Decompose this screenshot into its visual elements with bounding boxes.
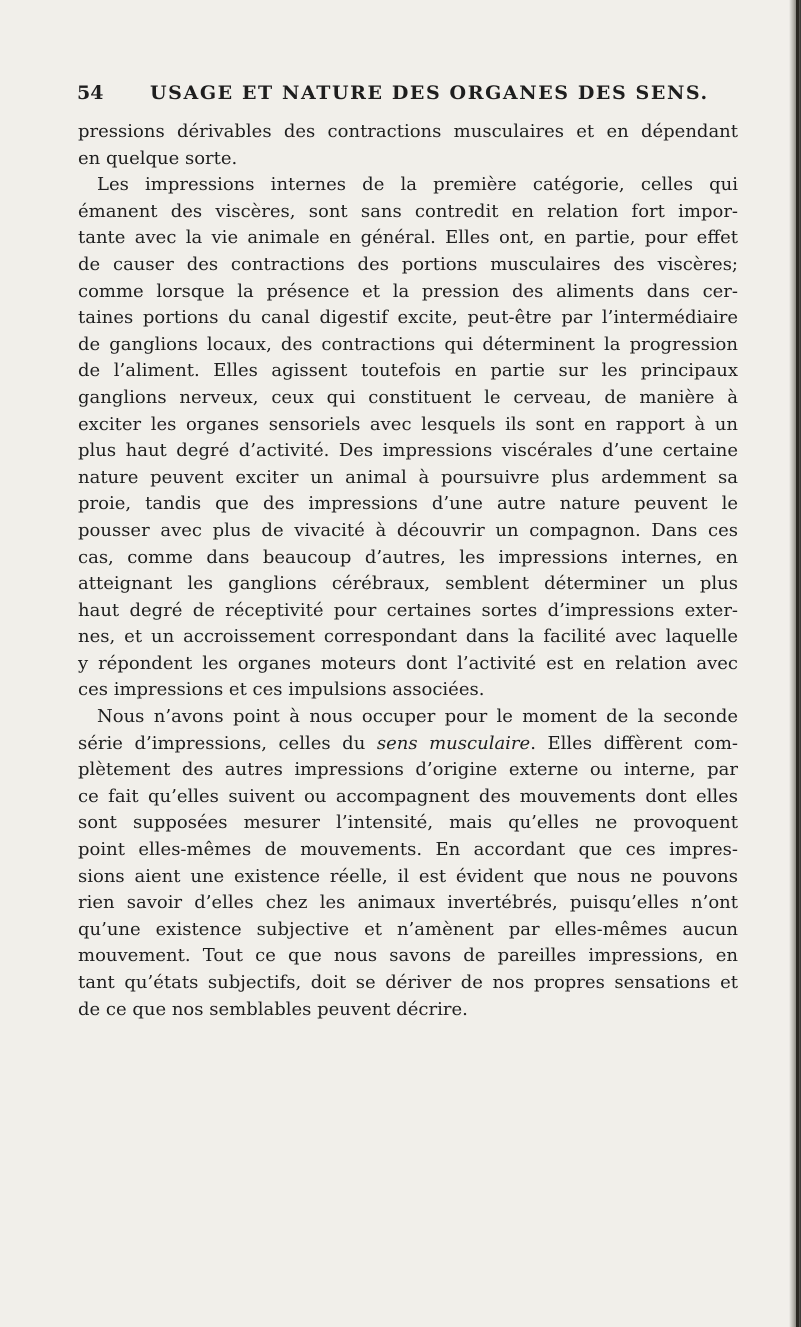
text-line: proie, tandis que des impressions d’une autre nature peuvent le (78, 493, 738, 515)
text-line: en quelque sorte. (78, 147, 238, 169)
text-line: rien savoir d’elles chez les animaux invertébrés, puisqu’elles n’ont (78, 892, 738, 914)
text-line: ce fait qu’elles suivent ou accompagnent des mouvements dont elles (78, 785, 738, 807)
running-title: USAGE ET NATURE DES ORGANES DES SENS. (150, 82, 709, 104)
italic-term: sens musculaire (376, 732, 531, 754)
text-line: de ganglions locaux, des contractions qui déterminent la progression (78, 333, 738, 355)
page-edge-line (796, 0, 799, 1327)
running-header (77, 82, 777, 108)
text-line: y répondent les organes moteurs dont l’activité est en relation avec (78, 652, 738, 674)
text-line: plus haut degré d’activité. Des impressions viscérales d’une certaine (78, 440, 738, 462)
text-line: sont supposées mesurer l’intensité, mais qu’elles ne provoquent (78, 812, 738, 834)
page-number: 54 (77, 82, 104, 104)
text-line: sions aient une existence réelle, il est évident que nous ne pouvons (78, 865, 738, 887)
paragraph-start-line: Les impressions internes de la première catégorie, celles qui (97, 174, 738, 196)
text-line: pressions dérivables des contractions musculaires et en dépendant (78, 121, 738, 142)
page-edge-shadow (789, 0, 801, 1327)
text-line: émanent des viscères, sont sans contredit en relation fort impor- (78, 200, 738, 222)
text-line: cas, comme dans beaucoup d’autres, les impressions internes, en (78, 546, 738, 568)
text-line: mouvement. Tout ce que nous savons de pareilles impressions, en (78, 945, 738, 967)
text-line: de l’aliment. Elles agissent toutefois en partie sur les principaux (78, 360, 738, 382)
text-line: de ce que nos semblables peuvent décrire. (78, 998, 468, 1020)
text-line: atteignant les ganglions cérébraux, semblent déterminer un plus (78, 573, 738, 595)
text-line: ces impressions et ces impulsions associées. (78, 679, 485, 701)
text-line: comme lorsque la présence et la pression des aliments dans cer- (78, 280, 738, 302)
text-line: ganglions nerveux, ceux qui constituent le cerveau, de manière à (78, 386, 738, 408)
paragraph-start-line: Nous n’avons point à nous occuper pour le moment de la seconde (97, 706, 738, 728)
text-line: nes, et un accroissement correspondant dans la facilité avec laquelle (78, 626, 738, 648)
text-line: tant qu’états subjectifs, doit se dériver de nos propres sensations et (78, 972, 738, 993)
text-line: haut degré de réceptivité pour certaines sortes d’impressions exter- (78, 599, 738, 621)
text-line: point elles-mêmes de mouvements. En accordant que ces impres- (78, 839, 738, 861)
text-line: plètement des autres impressions d’origine externe ou interne, par (78, 759, 738, 781)
text-line: taines portions du canal digestif excite, peut-être par l’intermédiaire (78, 307, 738, 329)
text-fragment: . Elles diffèrent com- (530, 732, 738, 754)
text-line: tante avec la vie animale en général. Elles ont, en partie, pour effet (78, 227, 738, 249)
text-line: qu’une existence subjective et n’amènent par elles-mêmes aucun (78, 918, 738, 940)
text-fragment: série d’impressions, celles du (78, 732, 377, 754)
text-line: de causer des contractions des portions musculaires des viscères; (78, 253, 738, 275)
text-line: nature peuvent exciter un animal à poursuivre plus ardemment sa (78, 466, 738, 488)
text-line: pousser avec plus de vivacité à découvrir un compagnon. Dans ces (78, 519, 738, 541)
text-line: exciter les organes sensoriels avec lesquels ils sont en rapport à un (78, 413, 738, 435)
text-line-with-italic (78, 731, 738, 758)
body-text (78, 119, 738, 1023)
